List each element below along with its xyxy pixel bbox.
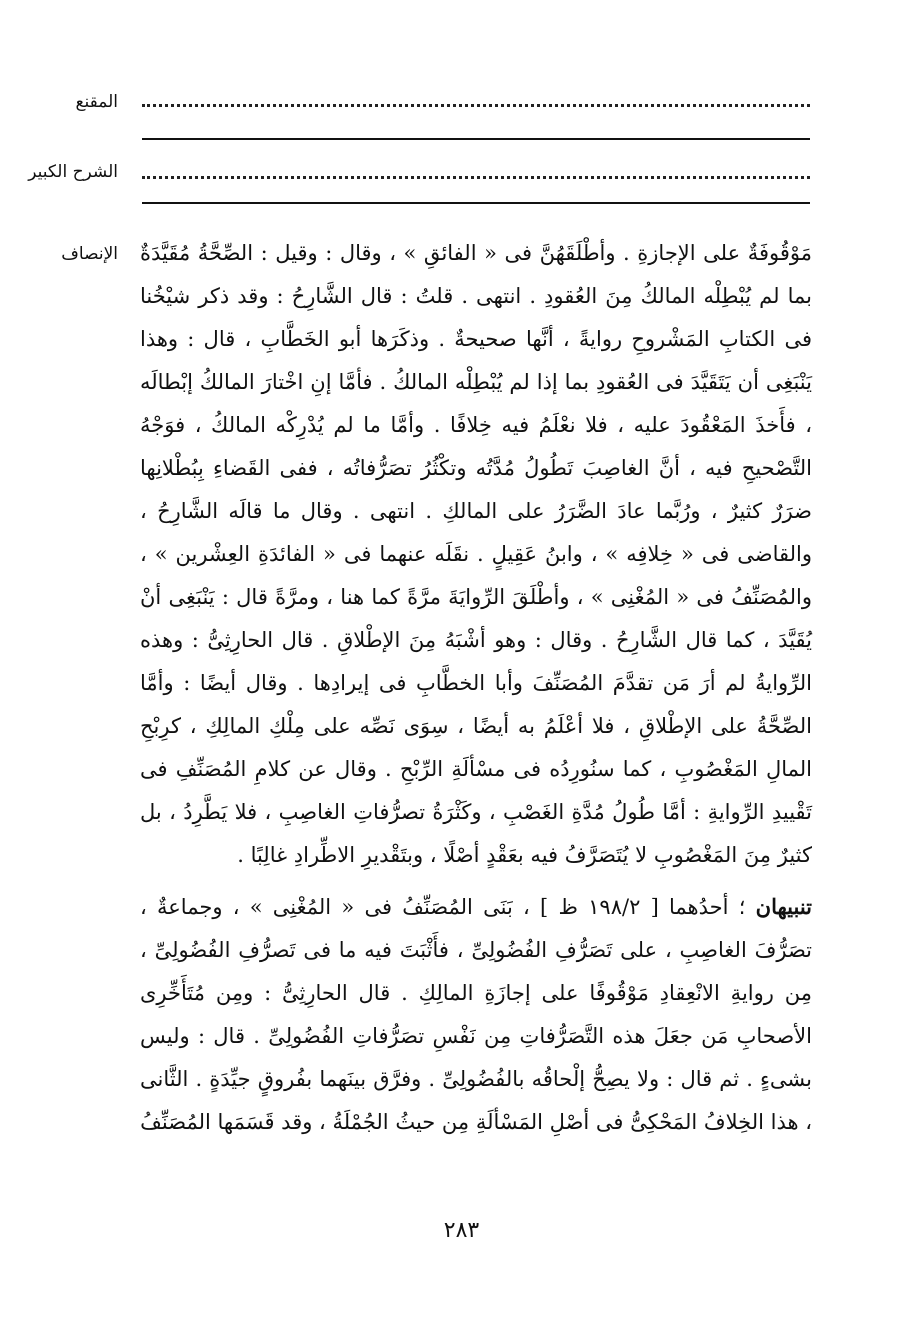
section-label-insaf: الإنصاف — [61, 244, 118, 264]
paragraph-2-lead: تنبيهان — [755, 894, 812, 919]
section-label-muqni: المقنع — [75, 92, 118, 112]
main-text — [140, 232, 812, 1144]
divider-rule-1 — [142, 138, 810, 140]
divider-rule-2 — [142, 202, 810, 204]
paragraph-1: مَوْقُوفَةٌ على الإجازةِ . وأطْلَقَهُنَّ فى « الفائقِ » ، وقال : وقيل : الصِّحَّةُ مُقَيَّدَةٌ بما لم يُبْطِلْه المالكُ مِنَ العُقودِ . انتهى . قلتُ : قال الشَّارِحُ : وقد ذكر شيْخُنا فى الكتابِ المَشْروحِ روايةً ، أنَّها صحيحةٌ . وذكَرَها أبو الخَطَّابِ ، قال : وهذا يَنْبَغِى أن يَتَقَيَّدَ فى العُقودِ بما إذا لم يُبْطِلْه المالكُ . فأمَّا إنِ اخْتارَ المالكُ إبْطالَه ، فأَخذَ المَعْقُودَ عليه ، فلا نعْلَمُ فيه خِلافًا . وأمَّا ما لم يُدْرِكْه المالكُ ، فوَجْهُ التَّصْحيحِ فيه ، أنَّ الغاصِبَ تَطُولُ مُدَّتُه وتكْثُرُ تصَرُّفاتُه ، ففى القَضاءِ بِبُطْلانِها ضرَرٌ كثيرٌ ، ورُبَّما عادَ الضَّرَرُ على المالكِ . انتهى . وقال ما قالَه الشَّارِحُ ، والقاضى فى « خِلافِه » ، وابنُ عَقِيلٍ . نقَلَه عنهما فى « الفائدَةِ العِشْرين » ، والمُصَنِّفُ فى « المُغْنِى » ، وأطْلَقَ الرِّوايَةَ مرَّةً كما هنا ، ومرَّةً قال : يَنْبَغِى أنْ يُقَيَّدَ ، كما قال الشَّارِحُ . وقال : وهو أشْبَهُ مِنَ الإطْلاقِ . قال الحارِثِىُّ : وهذه الرِّوايةُ لم أرَ مَن تقدَّمَ المُصَنِّفَ وأبا الخطَّابِ فى إيرادِها . وقال أيضًا : وأمَّا الصِّحَّةُ على الإطْلاقِ ، فلا أعْلَمُ به أيضًا ، سِوَى نَصِّه على مِلْكِ المالِكِ ، كرِبْحِ المالِ المَغْصُوبِ ، كما سنُورِدُه فى مسْألَةِ الرِّبْحِ . وقال عن كلامِ المُصَنِّفِ فى تَقْييدِ الرِّوايةِ : أمَّا طُولُ مُدَّةِ الغَصْبِ ، وكَثْرَةُ تصرُّفاتِ الغاصِبِ ، فلا يَطَّرِدُ ، بل كثيرٌ مِنَ المَغْصُوبِ لا يُتَصَرَّفُ فيه بعَقْدٍ أصْلًا ، وبتَقْديرِ الاطِّرادِ غالِبًا . — [140, 241, 812, 867]
dotted-leader-2 — [142, 176, 810, 179]
dotted-leader-1 — [142, 104, 810, 107]
paragraph-2-text: ؛ أحدُهما [ ١٩٨/٢ ظ ] ، بَنَى المُصَنِّفُ فى « المُغْنِى » ، وجماعةٌ ، تصَرُّفَ الغاصِبِ ، على تَصَرُّفِ الفُضُولِىِّ ، فأَثْبَتَ فيه ما فى تَصرُّفِ الفُضُولِىِّ ، مِن روايةِ الانْعِقادِ مَوْقُوفًا على إجازَةِ المالِكِ . قال الحارِثِىُّ : ومِن مُتَأَخِّرِى الأصحابِ مَن جعَلَ هذه التَّصَرُّفاتِ مِن نَفْسِ تصَرُّفاتِ الفُضُولِىِّ . قال : وليس بشىءٍ . ثم قال : ولا يصِحُّ إلْحاقُه بالفُضُولِىِّ . وفرَّق بينَهما بفُروقٍ جيِّدَةٍ . الثَّانى ، هذا الخِلافُ المَحْكِىُّ فى أصْلِ المَسْألَةِ مِن حيثُ الجُمْلَةُ ، وقد قَسَمَها المُصَنِّفُ — [140, 895, 812, 1134]
page-number: ٢٨٣ — [443, 1218, 480, 1243]
paragraph-2 — [140, 885, 812, 1144]
section-label-sharh: الشرح الكبير — [28, 162, 118, 182]
